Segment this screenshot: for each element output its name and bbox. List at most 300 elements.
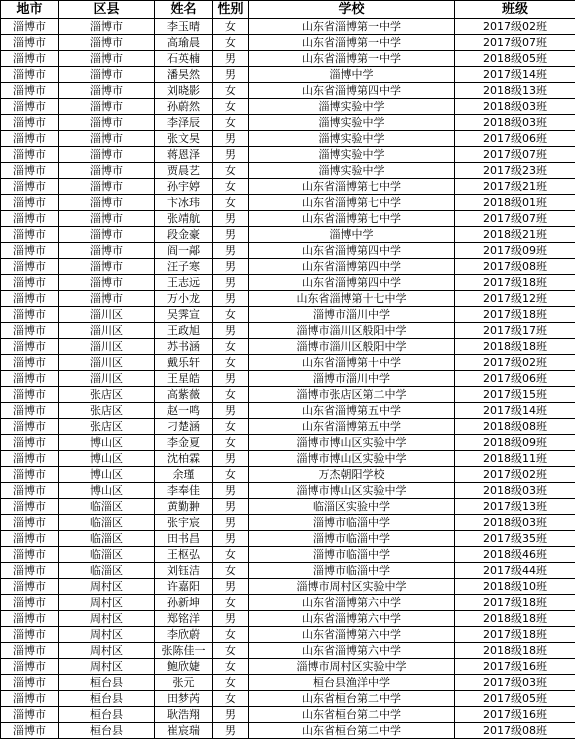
class-cell: 2018级18班: [455, 611, 575, 627]
city-cell: 淄博市: [1, 211, 59, 227]
city-cell: 淄博市: [1, 675, 59, 691]
table-row: [1, 355, 575, 371]
city-cell: 淄博市: [1, 371, 59, 387]
name-cell: 赵一鸣: [155, 403, 213, 419]
district-cell: 淄川区: [59, 355, 155, 371]
name-cell: 许嘉阳: [155, 579, 213, 595]
class-cell: 2017级14班: [455, 403, 575, 419]
city-cell: 淄博市: [1, 339, 59, 355]
table-row: [1, 371, 575, 387]
gender-cell: 男: [213, 531, 249, 547]
name-cell: 王志远: [155, 275, 213, 291]
school-cell: 山东省淄博第六中学: [249, 595, 455, 611]
gender-cell: 男: [213, 451, 249, 467]
name-cell: 沈柏霖: [155, 451, 213, 467]
name-cell: 刘钰洁: [155, 563, 213, 579]
district-cell: 淄博市: [59, 35, 155, 51]
district-cell: 淄博市: [59, 131, 155, 147]
table-row: [1, 195, 575, 211]
district-cell: 临淄区: [59, 531, 155, 547]
name-cell: 李金夏: [155, 435, 213, 451]
city-cell: 淄博市: [1, 467, 59, 483]
city-cell: 淄博市: [1, 595, 59, 611]
table-row: [1, 419, 575, 435]
district-cell: 博山区: [59, 467, 155, 483]
city-cell: 淄博市: [1, 611, 59, 627]
school-cell: 山东省淄博第七中学: [249, 195, 455, 211]
city-cell: 淄博市: [1, 83, 59, 99]
name-cell: 李玉晴: [155, 19, 213, 35]
table-row: [1, 451, 575, 467]
class-cell: 2017级03班: [455, 675, 575, 691]
table-row: [1, 563, 575, 579]
district-cell: 周村区: [59, 627, 155, 643]
table-row: [1, 67, 575, 83]
class-cell: 2017级18班: [455, 595, 575, 611]
district-cell: 桓台县: [59, 707, 155, 723]
class-cell: 2017级02班: [455, 19, 575, 35]
class-cell: 2017级07班: [455, 35, 575, 51]
header-class: 班级: [455, 1, 575, 19]
table-row: [1, 163, 575, 179]
school-cell: 山东省淄博第四中学: [249, 83, 455, 99]
school-cell: 淄博中学: [249, 67, 455, 83]
class-cell: 2017级18班: [455, 275, 575, 291]
school-cell: 山东省淄博第五中学: [249, 403, 455, 419]
name-cell: 崔宸瑞: [155, 723, 213, 739]
class-cell: 2018级11班: [455, 451, 575, 467]
school-cell: 淄博市淄川中学: [249, 307, 455, 323]
city-cell: 淄博市: [1, 707, 59, 723]
gender-cell: 女: [213, 339, 249, 355]
school-cell: 淄博市博山区实验中学: [249, 483, 455, 499]
table-row: [1, 99, 575, 115]
class-cell: 2017级23班: [455, 163, 575, 179]
city-cell: 淄博市: [1, 691, 59, 707]
gender-cell: 女: [213, 307, 249, 323]
name-cell: 黄勤翀: [155, 499, 213, 515]
school-cell: 山东省淄博第六中学: [249, 643, 455, 659]
table-row: [1, 547, 575, 563]
name-cell: 田梦芮: [155, 691, 213, 707]
school-cell: 山东省淄博第一中学: [249, 35, 455, 51]
district-cell: 淄博市: [59, 227, 155, 243]
table-row: [1, 595, 575, 611]
class-cell: 2018级03班: [455, 515, 575, 531]
district-cell: 淄博市: [59, 179, 155, 195]
class-cell: 2018级08班: [455, 419, 575, 435]
city-cell: 淄博市: [1, 451, 59, 467]
city-cell: 淄博市: [1, 387, 59, 403]
city-cell: 淄博市: [1, 227, 59, 243]
table-row: [1, 51, 575, 67]
city-cell: 淄博市: [1, 435, 59, 451]
gender-cell: 女: [213, 659, 249, 675]
gender-cell: 女: [213, 691, 249, 707]
city-cell: 淄博市: [1, 307, 59, 323]
class-cell: 2017级14班: [455, 67, 575, 83]
school-cell: 山东省淄博第十七中学: [249, 291, 455, 307]
gender-cell: 女: [213, 19, 249, 35]
city-cell: 淄博市: [1, 579, 59, 595]
class-cell: 2018级05班: [455, 51, 575, 67]
city-cell: 淄博市: [1, 291, 59, 307]
gender-cell: 女: [213, 99, 249, 115]
gender-cell: 男: [213, 211, 249, 227]
gender-cell: 男: [213, 147, 249, 163]
name-cell: 高瑜晨: [155, 35, 213, 51]
class-cell: 2017级13班: [455, 499, 575, 515]
school-cell: 淄博实验中学: [249, 147, 455, 163]
district-cell: 周村区: [59, 595, 155, 611]
class-cell: 2017级06班: [455, 131, 575, 147]
class-cell: 2017级35班: [455, 531, 575, 547]
gender-cell: 男: [213, 67, 249, 83]
name-cell: 潘昊然: [155, 67, 213, 83]
header-school: 学校: [249, 1, 455, 19]
city-cell: 淄博市: [1, 419, 59, 435]
table-row: [1, 611, 575, 627]
district-cell: 博山区: [59, 435, 155, 451]
city-cell: 淄博市: [1, 723, 59, 739]
gender-cell: 男: [213, 323, 249, 339]
table-row: [1, 403, 575, 419]
header-gender: 性别: [213, 1, 249, 19]
gender-cell: 女: [213, 83, 249, 99]
gender-cell: 男: [213, 51, 249, 67]
district-cell: 淄博市: [59, 51, 155, 67]
table-row: [1, 115, 575, 131]
gender-cell: 男: [213, 483, 249, 499]
gender-cell: 女: [213, 179, 249, 195]
school-cell: 淄博实验中学: [249, 163, 455, 179]
district-cell: 淄博市: [59, 195, 155, 211]
school-cell: 淄博市张店区第二中学: [249, 387, 455, 403]
class-cell: 2018级03班: [455, 99, 575, 115]
school-cell: 山东省淄博第七中学: [249, 211, 455, 227]
school-cell: 山东省淄博第六中学: [249, 611, 455, 627]
district-cell: 淄博市: [59, 259, 155, 275]
name-cell: 阎一鄗: [155, 243, 213, 259]
table-row: [1, 531, 575, 547]
class-cell: 2017级05班: [455, 691, 575, 707]
class-cell: 2017级18班: [455, 627, 575, 643]
table-row: [1, 499, 575, 515]
table-row: [1, 35, 575, 51]
table-row: [1, 723, 575, 739]
gender-cell: 男: [213, 227, 249, 243]
school-cell: 淄博市淄川区般阳中学: [249, 323, 455, 339]
name-cell: 卞冰玮: [155, 195, 213, 211]
name-cell: 张元: [155, 675, 213, 691]
city-cell: 淄博市: [1, 355, 59, 371]
header-city: 地市: [1, 1, 59, 19]
class-cell: 2018级03班: [455, 115, 575, 131]
district-cell: 张店区: [59, 419, 155, 435]
name-cell: 鲍欣婕: [155, 659, 213, 675]
table-row: [1, 179, 575, 195]
school-cell: 淄博市临淄中学: [249, 563, 455, 579]
class-cell: 2017级07班: [455, 211, 575, 227]
name-cell: 孙新坤: [155, 595, 213, 611]
gender-cell: 女: [213, 643, 249, 659]
city-cell: 淄博市: [1, 275, 59, 291]
district-cell: 淄博市: [59, 291, 155, 307]
school-cell: 山东省淄博第六中学: [249, 627, 455, 643]
district-cell: 淄博市: [59, 115, 155, 131]
table-row: [1, 307, 575, 323]
table-row: [1, 147, 575, 163]
district-cell: 淄川区: [59, 371, 155, 387]
gender-cell: 男: [213, 131, 249, 147]
class-cell: 2018级13班: [455, 83, 575, 99]
name-cell: 余瑾: [155, 467, 213, 483]
name-cell: 孙蔚然: [155, 99, 213, 115]
table-row: [1, 483, 575, 499]
district-cell: 淄博市: [59, 147, 155, 163]
city-cell: 淄博市: [1, 243, 59, 259]
class-cell: 2017级02班: [455, 467, 575, 483]
gender-cell: 男: [213, 243, 249, 259]
table-row: [1, 467, 575, 483]
table-body: [1, 19, 575, 739]
city-cell: 淄博市: [1, 627, 59, 643]
name-cell: 蒋恩泽: [155, 147, 213, 163]
school-cell: 淄博实验中学: [249, 99, 455, 115]
class-cell: 2017级12班: [455, 291, 575, 307]
city-cell: 淄博市: [1, 51, 59, 67]
school-cell: 桓台县渔洋中学: [249, 675, 455, 691]
table-row: [1, 227, 575, 243]
gender-cell: 男: [213, 371, 249, 387]
district-cell: 博山区: [59, 483, 155, 499]
school-cell: 山东省桓台第二中学: [249, 691, 455, 707]
gender-cell: 女: [213, 563, 249, 579]
name-cell: 耿浩翔: [155, 707, 213, 723]
district-cell: 周村区: [59, 659, 155, 675]
name-cell: 吴霁宣: [155, 307, 213, 323]
name-cell: 孙宇婷: [155, 179, 213, 195]
table-row: [1, 435, 575, 451]
class-cell: 2017级07班: [455, 147, 575, 163]
school-cell: 山东省淄博第一中学: [249, 51, 455, 67]
class-cell: 2017级09班: [455, 243, 575, 259]
gender-cell: 女: [213, 435, 249, 451]
header-district: 区县: [59, 1, 155, 19]
city-cell: 淄博市: [1, 195, 59, 211]
name-cell: 王枢弘: [155, 547, 213, 563]
school-cell: 淄博市临淄中学: [249, 515, 455, 531]
class-cell: 2017级08班: [455, 723, 575, 739]
gender-cell: 男: [213, 515, 249, 531]
gender-cell: 女: [213, 419, 249, 435]
name-cell: 万小龙: [155, 291, 213, 307]
name-cell: 汪子寒: [155, 259, 213, 275]
class-cell: 2018级10班: [455, 579, 575, 595]
school-cell: 淄博中学: [249, 227, 455, 243]
gender-cell: 男: [213, 499, 249, 515]
district-cell: 淄川区: [59, 323, 155, 339]
district-cell: 临淄区: [59, 499, 155, 515]
city-cell: 淄博市: [1, 531, 59, 547]
gender-cell: 男: [213, 707, 249, 723]
name-cell: 高紫薇: [155, 387, 213, 403]
table-row: [1, 211, 575, 227]
district-cell: 淄博市: [59, 67, 155, 83]
city-cell: 淄博市: [1, 499, 59, 515]
table-row: [1, 387, 575, 403]
table-row: [1, 339, 575, 355]
school-cell: 山东省淄博第五中学: [249, 419, 455, 435]
table-row: [1, 627, 575, 643]
name-cell: 王政旭: [155, 323, 213, 339]
district-cell: 淄博市: [59, 211, 155, 227]
school-cell: 山东省桓台第二中学: [249, 707, 455, 723]
school-cell: 山东省淄博第四中学: [249, 243, 455, 259]
district-cell: 博山区: [59, 451, 155, 467]
district-cell: 淄川区: [59, 307, 155, 323]
table-row: [1, 19, 575, 35]
city-cell: 淄博市: [1, 67, 59, 83]
table-row: [1, 131, 575, 147]
district-cell: 周村区: [59, 611, 155, 627]
school-cell: 淄博市周村区实验中学: [249, 659, 455, 675]
gender-cell: 女: [213, 627, 249, 643]
district-cell: 桓台县: [59, 675, 155, 691]
school-cell: 淄博市淄川中学: [249, 371, 455, 387]
name-cell: 张陈佳一: [155, 643, 213, 659]
name-cell: 李泽辰: [155, 115, 213, 131]
table-row: [1, 707, 575, 723]
header-name: 姓名: [155, 1, 213, 19]
name-cell: 刁楚涵: [155, 419, 213, 435]
class-cell: 2018级21班: [455, 227, 575, 243]
gender-cell: 女: [213, 115, 249, 131]
gender-cell: 女: [213, 195, 249, 211]
class-cell: 2017级02班: [455, 355, 575, 371]
class-cell: 2018级18班: [455, 339, 575, 355]
table-row: [1, 243, 575, 259]
table-row: [1, 659, 575, 675]
table-row: [1, 83, 575, 99]
class-cell: 2018级09班: [455, 435, 575, 451]
table-row: [1, 259, 575, 275]
district-cell: 临淄区: [59, 563, 155, 579]
name-cell: 段金豪: [155, 227, 213, 243]
gender-cell: 女: [213, 35, 249, 51]
class-cell: 2018级46班: [455, 547, 575, 563]
city-cell: 淄博市: [1, 515, 59, 531]
gender-cell: 男: [213, 579, 249, 595]
school-cell: 淄博市周村区实验中学: [249, 579, 455, 595]
school-cell: 淄博实验中学: [249, 115, 455, 131]
name-cell: 张靖航: [155, 211, 213, 227]
table-row: [1, 323, 575, 339]
school-cell: 淄博市博山区实验中学: [249, 451, 455, 467]
district-cell: 淄博市: [59, 275, 155, 291]
school-cell: 淄博市临淄中学: [249, 547, 455, 563]
city-cell: 淄博市: [1, 483, 59, 499]
name-cell: 李欣蔚: [155, 627, 213, 643]
name-cell: 张文昊: [155, 131, 213, 147]
district-cell: 淄川区: [59, 339, 155, 355]
district-cell: 淄博市: [59, 19, 155, 35]
gender-cell: 女: [213, 467, 249, 483]
table-row: [1, 515, 575, 531]
city-cell: 淄博市: [1, 147, 59, 163]
table-row: [1, 643, 575, 659]
district-cell: 张店区: [59, 387, 155, 403]
school-cell: 临淄区实验中学: [249, 499, 455, 515]
class-cell: 2017级16班: [455, 659, 575, 675]
school-cell: 淄博实验中学: [249, 131, 455, 147]
city-cell: 淄博市: [1, 19, 59, 35]
gender-cell: 女: [213, 547, 249, 563]
gender-cell: 男: [213, 611, 249, 627]
name-cell: 刘晓影: [155, 83, 213, 99]
city-cell: 淄博市: [1, 115, 59, 131]
table-row: [1, 291, 575, 307]
district-cell: 桓台县: [59, 723, 155, 739]
school-cell: 山东省淄博第一中学: [249, 19, 455, 35]
district-cell: 张店区: [59, 403, 155, 419]
city-cell: 淄博市: [1, 99, 59, 115]
school-cell: 山东省淄博第四中学: [249, 275, 455, 291]
name-cell: 王星皓: [155, 371, 213, 387]
gender-cell: 女: [213, 387, 249, 403]
district-cell: 临淄区: [59, 515, 155, 531]
class-cell: 2017级08班: [455, 259, 575, 275]
class-cell: 2018级01班: [455, 195, 575, 211]
city-cell: 淄博市: [1, 643, 59, 659]
name-cell: 苏书涵: [155, 339, 213, 355]
district-cell: 淄博市: [59, 83, 155, 99]
name-cell: 贾晨艺: [155, 163, 213, 179]
gender-cell: 女: [213, 355, 249, 371]
gender-cell: 男: [213, 403, 249, 419]
city-cell: 淄博市: [1, 563, 59, 579]
city-cell: 淄博市: [1, 659, 59, 675]
school-cell: 山东省淄博第七中学: [249, 179, 455, 195]
name-cell: 戴乐轩: [155, 355, 213, 371]
school-cell: 淄博市临淄中学: [249, 531, 455, 547]
district-cell: 周村区: [59, 579, 155, 595]
header-row: [1, 1, 575, 19]
district-cell: 淄博市: [59, 99, 155, 115]
district-cell: 淄博市: [59, 243, 155, 259]
city-cell: 淄博市: [1, 403, 59, 419]
gender-cell: 男: [213, 259, 249, 275]
table-row: [1, 275, 575, 291]
name-cell: 张宇宸: [155, 515, 213, 531]
district-cell: 淄博市: [59, 163, 155, 179]
city-cell: 淄博市: [1, 547, 59, 563]
city-cell: 淄博市: [1, 259, 59, 275]
gender-cell: 女: [213, 595, 249, 611]
class-cell: 2017级16班: [455, 707, 575, 723]
name-cell: 石英楠: [155, 51, 213, 67]
gender-cell: 男: [213, 275, 249, 291]
class-cell: 2017级17班: [455, 323, 575, 339]
school-cell: 山东省淄博第四中学: [249, 259, 455, 275]
class-cell: 2017级06班: [455, 371, 575, 387]
city-cell: 淄博市: [1, 35, 59, 51]
city-cell: 淄博市: [1, 163, 59, 179]
table-row: [1, 675, 575, 691]
table-row: [1, 579, 575, 595]
class-cell: 2017级21班: [455, 179, 575, 195]
class-cell: 2017级44班: [455, 563, 575, 579]
